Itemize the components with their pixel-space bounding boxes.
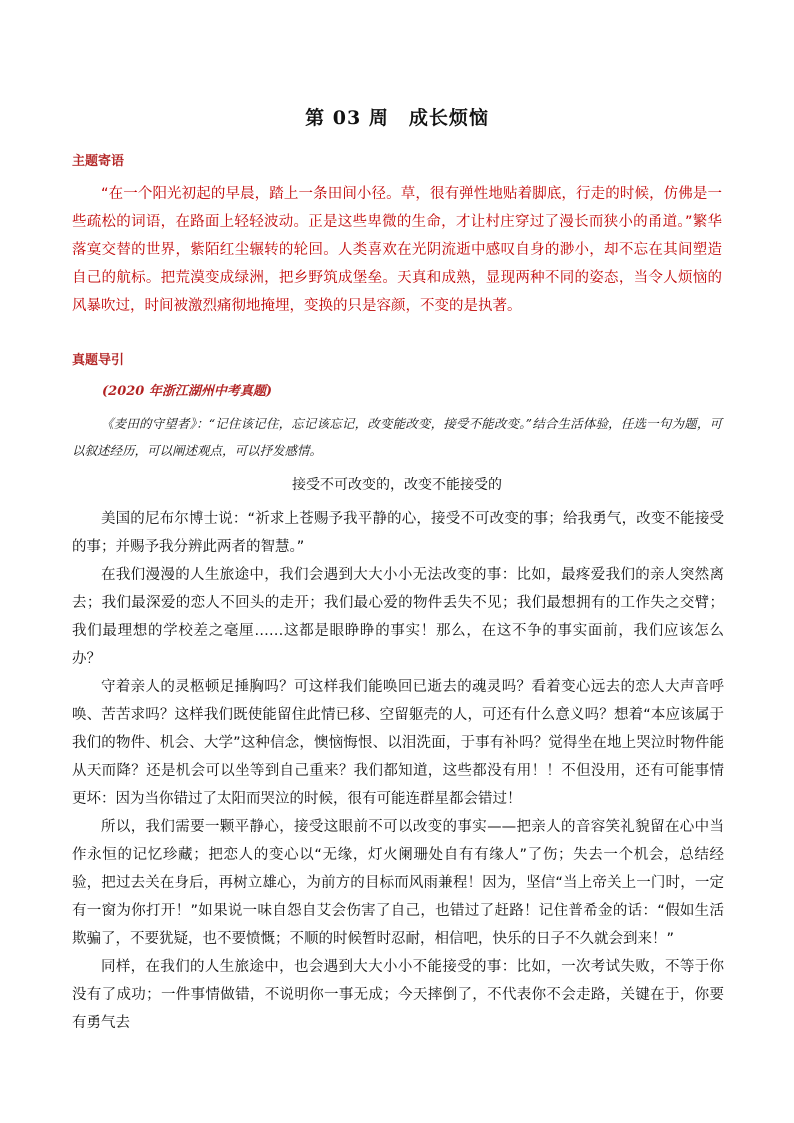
section-heading-theme: 主题寄语: [72, 154, 125, 169]
essay-paragraph: 在我们漫漫的人生旅途中，我们会遇到大大小小无法改变的事：比如，最疼爱我们的亲人突然离去；我们最深爱的恋人不回头的走开；我们最心爱的物件丢失不见；我们最想拥有的工作失之交臂；我们最理想的学校差之毫厘……这都是眼睁睁的事实！那么，在这不争的事实面前，我们应该怎么办？: [72, 567, 724, 667]
essay-title: 接受不可改变的，改变不能接受的: [292, 477, 502, 493]
essay-paragraph: 同样，在我们的人生旅途中，也会遇到大大小小不能接受的事：比如，一次考试失败，不等于你没有了成功；一件事情做错，不说明你一事无成；今天摔倒了，不代表你不会走路，关键在于，你要有勇气去: [72, 959, 724, 1031]
essay-body: [72, 505, 724, 1037]
theme-paragraph: “在一个阳光初起的早晨，踏上一条田间小径。草，很有弹性地贴着脚底，行走的时候，仿佛是一些疏松的词语，在路面上轻轻波动。正是这些卑微的生命，才让村庄穿过了漫长而狭小的甬道。”繁华落寞交替的世界，紫陌红尘辗转的轮回。人类喜欢在光阴流逝中感叹自身的渺小，却不忘在其间塑造自己的航标。把荒漠变成绿洲，把乡野筑成堡垒。天真和成熟，显现两种不同的姿态，当令人烦恼的风暴吹过，时间被激烈痛彻地掩埋，变换的只是容颜，不变的是执著。: [72, 186, 722, 314]
essay-paragraph: 所以，我们需要一颗平静心，接受这眼前不可以改变的事实——把亲人的音容笑礼貌留在心中当作永恒的记忆珍藏；把恋人的变心以“无缘，灯火阑珊处自有有缘人”了伤；失去一个机会，总结经验，把过去关在身后，再树立雄心，为前方的目标而风雨兼程！因为，坚信“当上帝关上一门时，一定有一窗为你打开！”如果说一味自怨自艾会伤害了自己，也错过了赶路！记住普希金的话：“假如生活欺骗了，不要犹疑，也不要愤慨；不顺的时候暂时忍耐，相信吧，快乐的日子不久就会到来！”: [72, 819, 724, 947]
essay-paragraph: 守着亲人的灵柩顿足捶胸吗？可这样我们能唤回已逝去的魂灵吗？看着变心远去的恋人大声音呼唤、苦苦求吗？这样我们既使能留住此情已移、空留躯壳的人，可还有什么意义吗？想着“本应该属于我们的物件、机会、大学”这种信念，懊恼悔恨、以泪洗面，于事有补吗？觉得坐在地上哭泣时物件能从天而降？还是机会可以坐等到自己重来？我们都知道，这些都没有用！！不但没用，还有可能事情更坏：因为当你错过了太阳而哭泣的时候，很有可能连群星都会错过！: [72, 679, 724, 807]
exam-prompt: 《麦田的守望者》：“记住该记住，忘记该忘记，改变能改变，接受不能改变。”结合生活体验，任选一句为题，可以叙述经历，可以阐述观点，可以抒发感情。: [72, 416, 722, 458]
page-title: 第 03 周 成长烦恼: [305, 107, 489, 129]
essay-paragraph: 美国的尼布尔博士说：“祈求上苍赐予我平静的心，接受不可改变的事；给我勇气，改变不能接受的事；并赐予我分辨此两者的智慧。”: [72, 511, 724, 555]
exam-source: (2020 年浙江湖州中考真题): [102, 384, 273, 399]
section-heading-exam: 真题导引: [72, 353, 125, 368]
